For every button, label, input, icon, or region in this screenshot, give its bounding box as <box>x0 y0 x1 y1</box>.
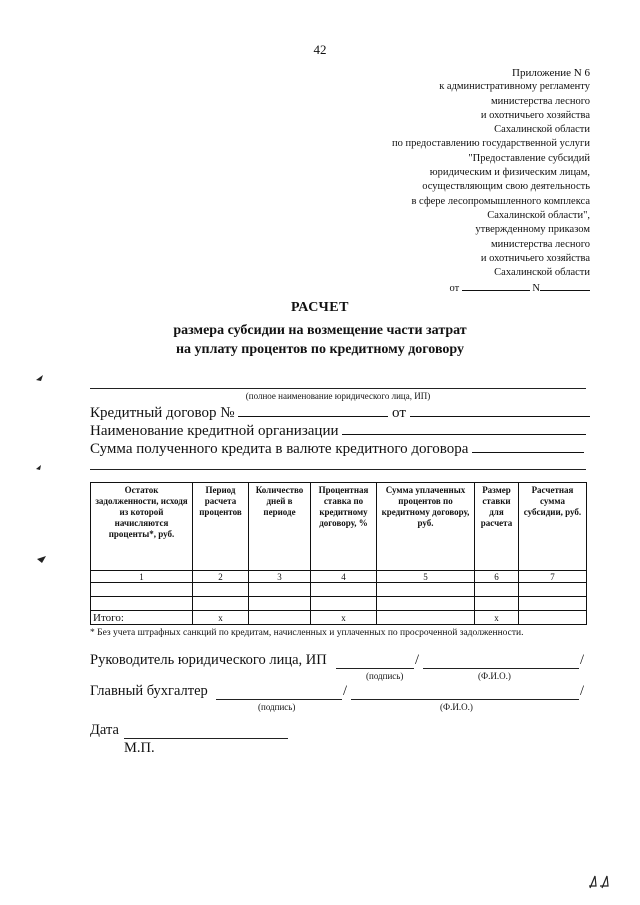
table-number-row <box>91 571 587 583</box>
page-number: 42 <box>313 42 327 57</box>
credit-sum-field <box>90 440 584 458</box>
credit-sum-line <box>472 440 584 453</box>
appendix-line: юридическим и физическим лицам, <box>429 167 590 179</box>
column-header: Период расчета процентов <box>193 483 249 571</box>
column-number: 2 <box>193 571 249 583</box>
head-name-caption: (Ф.И.О.) <box>478 671 511 681</box>
table-cell <box>377 583 475 597</box>
total-label: Итого: <box>91 611 193 625</box>
column-header: Сумма уплаченных процентов по кредитному договору, руб. <box>377 483 475 571</box>
appendix-header <box>392 66 590 297</box>
credit-org-label: Наименование кредитной организации <box>90 423 339 439</box>
appendix-line: к административному регламенту <box>439 81 590 93</box>
table-header-row <box>91 483 587 571</box>
contract-field <box>90 404 590 422</box>
appendix-line: по предоставлению государственной услуги <box>392 138 590 150</box>
appendix-line: и охотничьего хозяйства <box>480 252 590 264</box>
table-cell <box>311 597 377 611</box>
handwritten-page-mark <box>586 872 616 894</box>
document-subtitle-line-1: размера субсидии на возмещение части затрат <box>173 323 467 338</box>
document-subtitle-line-2: на уплату процентов по кредитному договору <box>175 342 465 357</box>
column-number: 6 <box>475 571 519 583</box>
appendix-line: министерства лесного <box>490 238 590 250</box>
appendix-line: Сахалинской области <box>494 124 590 136</box>
total-cell: х <box>475 611 519 625</box>
appendix-line: и охотничьего хозяйства <box>480 109 590 121</box>
total-cell: х <box>193 611 249 625</box>
table-cell <box>475 583 519 597</box>
total-cell <box>377 611 475 625</box>
total-cell: х <box>311 611 377 625</box>
appendix-line: утвержденному приказом <box>475 224 590 236</box>
total-cell <box>519 611 587 625</box>
column-number: 5 <box>377 571 475 583</box>
table-cell <box>193 597 249 611</box>
head-signature-line <box>336 668 414 669</box>
number-prefix: N <box>532 283 540 295</box>
column-header: Расчетная сумма субсидии, руб. <box>519 483 587 571</box>
accountant-slash-1: / <box>343 683 348 699</box>
scan-mark-icon <box>34 462 44 472</box>
credit-org-line <box>342 422 586 435</box>
column-header: Количество дней в периоде <box>249 483 311 571</box>
accountant-slash-2: / <box>580 683 585 699</box>
column-number: 4 <box>311 571 377 583</box>
calculation-table <box>90 482 587 625</box>
contract-date-line <box>410 404 590 417</box>
table-cell <box>249 583 311 597</box>
scan-mark-icon <box>36 553 48 565</box>
appendix-line: в сфере лесопромышленного комплекса <box>411 195 590 207</box>
table-cell <box>91 597 193 611</box>
table-cell <box>377 597 475 611</box>
document-title: РАСЧЕТ <box>291 300 349 315</box>
credit-sum-continuation-line <box>90 469 586 470</box>
date-label: Дата <box>90 722 119 738</box>
head-slash-2: / <box>580 652 585 668</box>
table-row <box>91 583 587 597</box>
column-number: 7 <box>519 571 587 583</box>
head-name-line <box>423 668 579 669</box>
table-row <box>91 597 587 611</box>
appendix-line: Сахалинской области", <box>487 209 590 221</box>
accountant-signature-line <box>216 699 342 700</box>
contract-from-label: от <box>392 405 406 421</box>
date-prefix: от <box>449 283 460 295</box>
column-header: Размер ставки для расчета <box>475 483 519 571</box>
head-slash-1: / <box>415 652 420 668</box>
contract-number-line <box>238 404 388 417</box>
accountant-signature-row <box>90 683 208 700</box>
appendix-line: Приложение N 6 <box>512 67 590 79</box>
accountant-signature-caption: (подпись) <box>258 702 296 712</box>
date-line <box>124 738 288 739</box>
date-blank <box>462 280 530 291</box>
contract-label: Кредитный договор № <box>90 405 235 421</box>
accountant-name-caption: (Ф.И.О.) <box>440 702 473 712</box>
column-number: 1 <box>91 571 193 583</box>
column-number: 3 <box>249 571 311 583</box>
appendix-line: осуществляющим свою деятельность <box>422 181 590 193</box>
appendix-date-line <box>392 280 590 296</box>
table-cell <box>249 597 311 611</box>
accountant-name-line <box>351 699 579 700</box>
appendix-line: Сахалинской области <box>494 267 590 279</box>
number-blank <box>540 280 590 291</box>
appendix-line: "Предоставление субсидий <box>468 152 590 164</box>
credit-org-field <box>90 422 586 440</box>
head-signature-row <box>90 652 327 669</box>
full-name-line <box>90 388 586 389</box>
table-cell <box>311 583 377 597</box>
scan-mark-icon <box>34 372 46 384</box>
table-cell <box>519 597 587 611</box>
appendix-line: министерства лесного <box>490 95 590 107</box>
accountant-label: Главный бухгалтер <box>90 683 208 699</box>
table-cell <box>475 597 519 611</box>
table-total-row <box>91 611 587 625</box>
full-name-caption: (полное наименование юридического лица, ИП) <box>245 391 431 401</box>
credit-sum-label: Сумма полученного кредита в валюте кредитного договора <box>90 441 469 457</box>
stamp-label: М.П. <box>124 740 155 756</box>
column-header: Остаток задолженности, исходя из которой начисляются проценты*, руб. <box>91 483 193 571</box>
column-header: Процентная ставка по кредитному договору, % <box>311 483 377 571</box>
table-cell <box>519 583 587 597</box>
table-cell <box>91 583 193 597</box>
footnote: * Без учета штрафных санкций по кредитам, начисленных и уплаченных по просроченной задолженности. <box>90 628 524 638</box>
total-cell <box>249 611 311 625</box>
head-label: Руководитель юридического лица, ИП <box>90 652 327 668</box>
head-signature-caption: (подпись) <box>366 671 404 681</box>
table-cell <box>193 583 249 597</box>
